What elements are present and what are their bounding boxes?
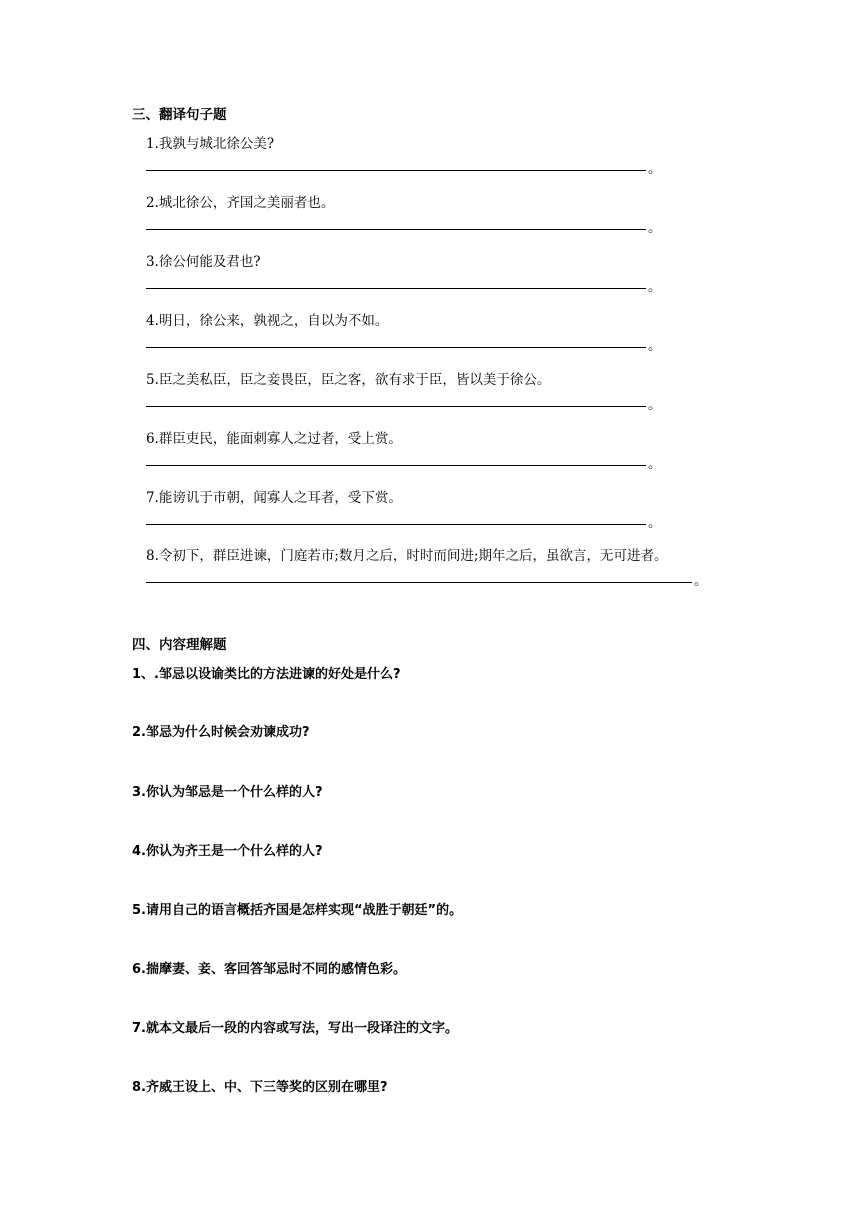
comprehension-question-5: 5.请用自己的语言概括齐国是怎样实现“战胜于朝廷”的。 — [132, 903, 463, 918]
period-mark: 。 — [648, 279, 662, 295]
answer-blank-line[interactable] — [146, 524, 646, 525]
period-mark: 。 — [694, 573, 708, 589]
period-mark: 。 — [648, 456, 662, 472]
answer-blank-line[interactable] — [146, 465, 646, 466]
translation-sentence: 3.徐公何能及君也? — [146, 254, 261, 270]
translation-item-3 — [146, 253, 766, 313]
period-mark: 。 — [648, 397, 662, 413]
period-mark: 。 — [648, 515, 662, 531]
translation-item-2 — [146, 194, 766, 254]
answer-blank-line[interactable] — [146, 229, 646, 230]
answer-blank-line[interactable] — [146, 170, 646, 171]
translation-sentence: 8.令初下，群臣进谏，门庭若市;数月之后，时时而间进;期年之后，虽欲言，无可进者。 — [146, 548, 668, 564]
translation-sentence: 4.明日，徐公来，孰视之，自以为不如。 — [146, 313, 389, 329]
translation-item-8 — [146, 547, 766, 607]
comprehension-question-3: 3.你认为邹忌是一个什么样的人? — [132, 785, 323, 800]
comprehension-question-8: 8.齐威王设上、中、下三等奖的区别在哪里? — [132, 1080, 388, 1095]
translation-sentence: 6.群臣吏民，能面刺寡人之过者，受上赏。 — [146, 431, 402, 447]
period-mark: 。 — [648, 338, 662, 354]
period-mark: 。 — [648, 161, 662, 177]
answer-blank-line[interactable] — [146, 347, 646, 348]
translation-sentence: 7.能谤讥于市朝，闻寡人之耳者，受下赏。 — [146, 490, 402, 506]
comprehension-question-6: 6.揣摩妻、妾、客回答邹忌时不同的感情色彩。 — [132, 962, 406, 977]
answer-blank-line[interactable] — [146, 288, 646, 289]
comprehension-question-1: 1、.邹忌以设谕类比的方法进谏的好处是什么? — [132, 667, 401, 682]
translation-item-4 — [146, 312, 766, 372]
section-heading-comprehension: 四、内容理解题 — [132, 637, 227, 653]
section-heading-translation: 三、翻译句子题 — [132, 107, 227, 123]
answer-blank-line[interactable] — [146, 582, 692, 583]
translation-sentence: 2.城北徐公，齐国之美丽者也。 — [146, 195, 335, 211]
comprehension-question-2: 2.邹忌为什么时候会劝谏成功? — [132, 725, 310, 740]
translation-item-1 — [146, 135, 766, 195]
translation-item-7 — [146, 489, 766, 549]
translation-item-6 — [146, 430, 766, 490]
period-mark: 。 — [648, 220, 662, 236]
answer-blank-line[interactable] — [146, 406, 646, 407]
translation-item-5 — [146, 371, 766, 431]
translation-sentence: 1.我孰与城北徐公美? — [146, 136, 275, 152]
comprehension-question-4: 4.你认为齐王是一个什么样的人? — [132, 844, 323, 859]
comprehension-question-7: 7.就本文最后一段的内容或写法，写出一段译注的文字。 — [132, 1021, 458, 1036]
translation-sentence: 5.臣之美私臣，臣之妾畏臣，臣之客，欲有求于臣，皆以美于徐公。 — [146, 372, 551, 388]
